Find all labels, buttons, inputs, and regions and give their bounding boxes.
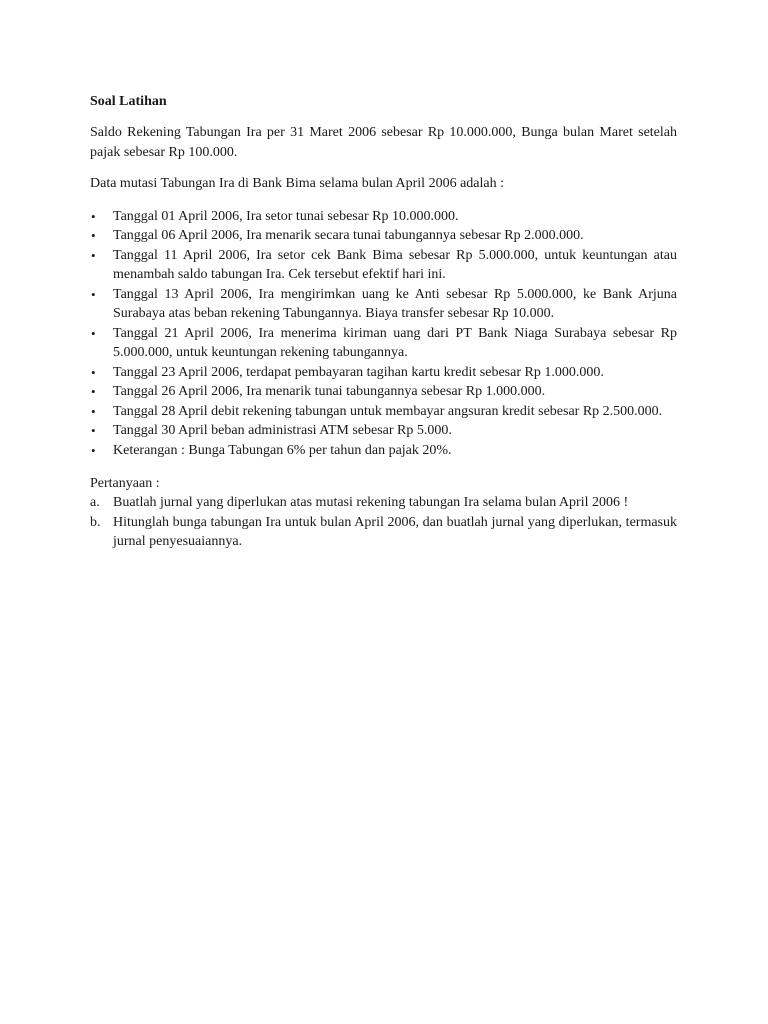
mutasi-list xyxy=(90,207,677,461)
bullet-icon: • xyxy=(91,286,96,302)
bullet-icon: • xyxy=(91,208,96,224)
mutasi-text: Tanggal 06 April 2006, Ira menarik secara tunai tabungannya sebesar Rp 2.000.000. xyxy=(113,228,584,243)
list-item xyxy=(90,402,677,422)
document-page xyxy=(90,92,677,552)
bullet-icon: • xyxy=(91,247,96,263)
mutasi-text: Tanggal 21 April 2006, Ira menerima kiriman uang dari PT Bank Niaga Surabaya sebesar Rp 5.000.000, untuk keuntungan rekening tabungannya. xyxy=(113,325,677,360)
mutasi-text: Keterangan : Bunga Tabungan 6% per tahun dan pajak 20%. xyxy=(113,442,452,458)
mutasi-text: Tanggal 11 April 2006, Ira setor cek Bank Bima sebesar Rp 5.000.000, untuk keuntungan atau menambah saldo tabungan Ira. Cek tersebut efektif hari ini. xyxy=(113,247,677,282)
list-item xyxy=(90,285,677,324)
list-item xyxy=(90,226,677,246)
question-marker: a. xyxy=(90,495,100,510)
question-text: Hitunglah bunga tabungan Ira untuk bulan April 2006, dan buatlah jurnal yang diperlukan, termasuk jurnal penyesuaiannya. xyxy=(113,514,677,549)
mutasi-text: Tanggal 26 April 2006, Ira menarik tunai tabungannya sebesar Rp 1.000.000. xyxy=(113,384,546,399)
list-item xyxy=(90,246,677,285)
mutasi-text: Tanggal 13 April 2006, Ira mengirimkan uang ke Anti sebesar Rp 5.000.000, ke Bank Arjuna Surabaya atas beban rekening Tabungannya. Biaya transfer sebesar Rp 10.000. xyxy=(113,286,677,321)
questions-heading: Pertanyaan : xyxy=(90,476,160,491)
bullet-icon: • xyxy=(91,403,96,419)
question-item xyxy=(90,493,677,513)
list-item xyxy=(90,324,677,363)
question-text: Buatlah jurnal yang diperlukan atas mutasi rekening tabungan Ira selama bulan April 2006 ! xyxy=(113,495,629,510)
list-item xyxy=(90,441,677,461)
bullet-icon: • xyxy=(91,364,96,380)
list-item xyxy=(90,421,677,441)
bullet-icon: • xyxy=(91,228,96,243)
document-title: Soal Latihan xyxy=(90,94,167,109)
bullet-icon: • xyxy=(91,442,96,458)
mutasi-text: Tanggal 28 April debit rekening tabungan untuk membayar angsuran kredit sebesar Rp 2.500.000. xyxy=(113,403,663,419)
bullet-icon: • xyxy=(91,384,96,399)
mutasi-text: Tanggal 30 April beban administrasi ATM sebesar Rp 5.000. xyxy=(113,423,452,438)
question-item xyxy=(90,513,677,552)
list-item xyxy=(90,207,677,227)
mutasi-text: Tanggal 23 April 2006, terdapat pembayaran tagihan kartu kredit sebesar Rp 1.000.000. xyxy=(113,364,604,380)
question-marker: b. xyxy=(90,514,101,530)
bullet-icon: • xyxy=(91,423,96,438)
list-item xyxy=(90,382,677,402)
intro-paragraph: Saldo Rekening Tabungan Ira per 31 Maret 2006 sebesar Rp 10.000.000, Bunga bulan Maret setelah pajak sebesar Rp 100.000. xyxy=(90,125,677,160)
mutasi-text: Tanggal 01 April 2006, Ira setor tunai sebesar Rp 10.000.000. xyxy=(113,208,459,224)
bullet-icon: • xyxy=(91,325,96,341)
list-item xyxy=(90,363,677,383)
data-heading: Data mutasi Tabungan Ira di Bank Bima selama bulan April 2006 adalah : xyxy=(90,176,504,191)
questions-list xyxy=(90,493,677,552)
